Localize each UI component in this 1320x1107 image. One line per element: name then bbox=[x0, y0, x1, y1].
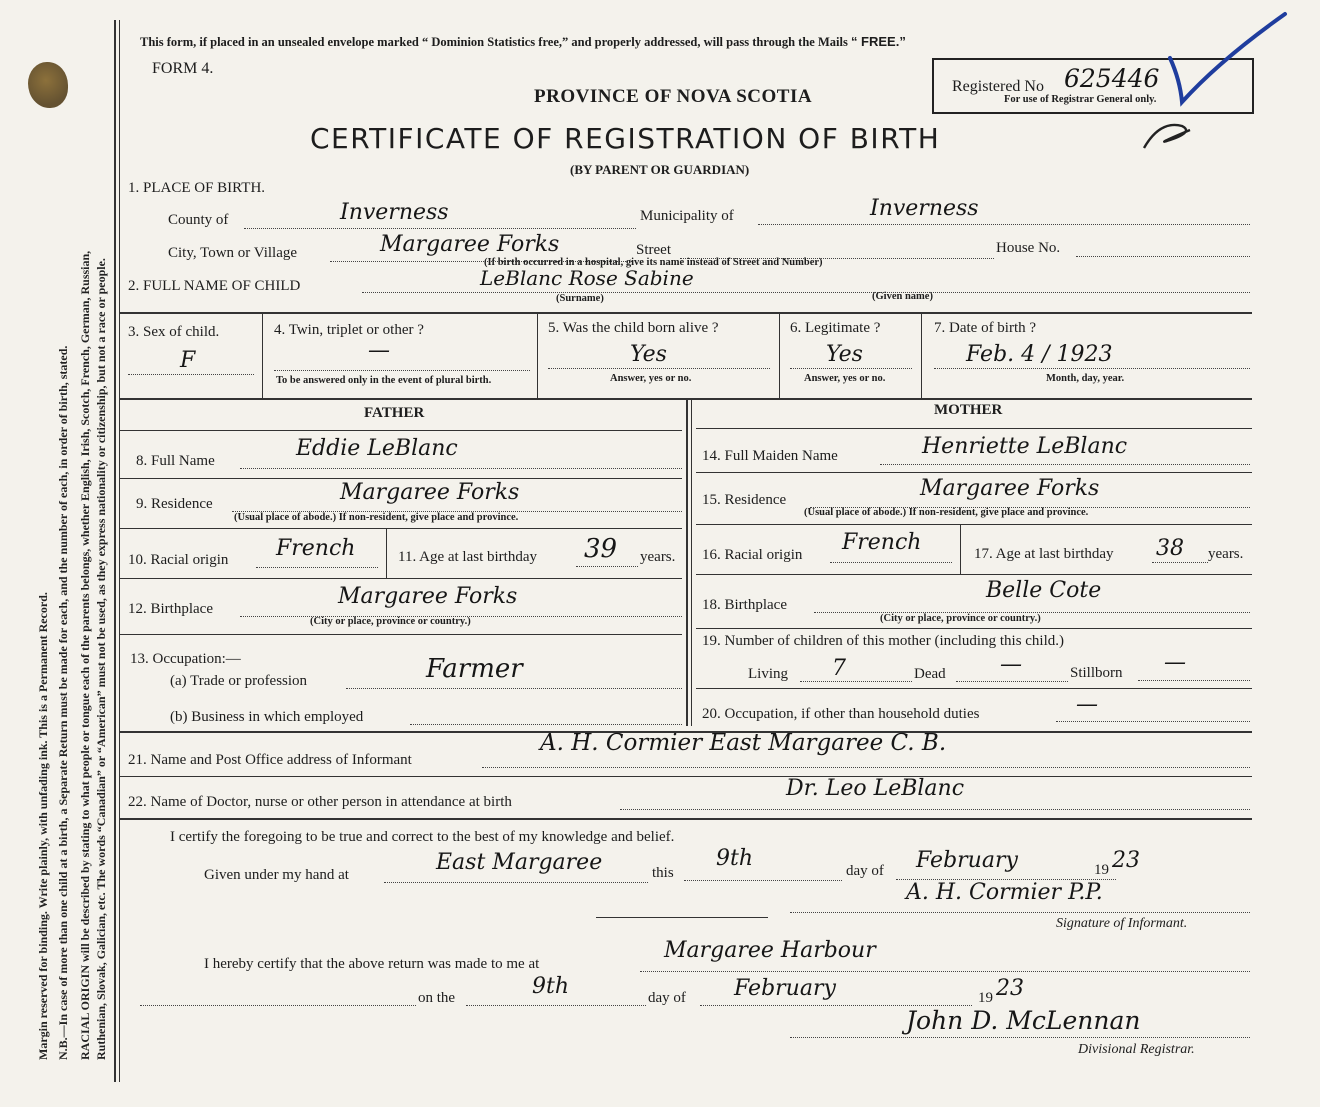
registrar-year-value: 23 bbox=[996, 976, 1024, 1001]
date-of-birth-note: Month, day, year. bbox=[1046, 373, 1125, 384]
mother-racial-label: 16. Racial origin bbox=[702, 547, 803, 563]
margin-note-3: RACIAL ORIGIN will be described by stating to what people or tongue each of the parents belongs, whether English, Irish, Scotch, French, German, Russian, bbox=[78, 250, 92, 1060]
mother-occupation-value: — bbox=[1076, 692, 1098, 717]
mother-residence-label: 15. Residence bbox=[702, 492, 787, 508]
margin-note-4: Ruthenian, Slovak, Galician, etc. The words “Canadian” or “American” must not be used, as they express nationality or citizenship, but not a race or people. bbox=[94, 258, 108, 1060]
date-of-birth-value: Feb. 4 / 1923 bbox=[966, 342, 1113, 367]
father-residence-label: 9. Residence bbox=[136, 496, 213, 512]
father-business-label: (b) Business in which employed bbox=[170, 709, 364, 725]
binding-line-1 bbox=[114, 20, 116, 1082]
child-name-value: LeBlanc Rose Sabine bbox=[480, 266, 694, 290]
street-label: Street bbox=[636, 242, 671, 258]
mother-name-label: 14. Full Maiden Name bbox=[702, 448, 838, 464]
twin-note: To be answered only in the event of plural birth. bbox=[276, 375, 492, 386]
registrar-month-value: February bbox=[734, 976, 836, 1001]
municipality-value: Inverness bbox=[870, 196, 979, 221]
dead-value: — bbox=[1000, 652, 1022, 677]
living-value: 7 bbox=[832, 656, 846, 681]
informant-value: A. H. Cormier East Margaree C. B. bbox=[540, 730, 947, 756]
mother-age-value: 38 bbox=[1156, 536, 1184, 561]
cert-day-value: 9th bbox=[716, 846, 754, 871]
father-racial-label: 10. Racial origin bbox=[128, 552, 229, 568]
mother-occupation-label: 20. Occupation, if other than household duties bbox=[702, 706, 980, 722]
mother-birthplace-note: (City or place, province or country.) bbox=[880, 613, 1041, 624]
sex-label: 3. Sex of child. bbox=[128, 324, 220, 340]
registrar-place-value: Margaree Harbour bbox=[664, 938, 876, 963]
child-name-label: 2. FULL NAME OF CHILD bbox=[128, 278, 301, 294]
father-name-label: 8. Full Name bbox=[136, 453, 215, 469]
registrar-statement: I hereby certify that the above return was made to me at bbox=[204, 956, 540, 972]
father-heading: FATHER bbox=[364, 405, 425, 421]
place-of-birth-label: 1. PLACE OF BIRTH. bbox=[128, 180, 266, 196]
mother-birthplace-value: Belle Cote bbox=[986, 578, 1102, 603]
registered-label: Registered No bbox=[952, 78, 1044, 95]
father-residence-note: (Usual place of abode.) If non-resident, give place and province. bbox=[234, 512, 519, 523]
born-alive-label: 5. Was the child born alive ? bbox=[548, 320, 719, 336]
given-under-hand-label: Given under my hand at bbox=[204, 867, 349, 883]
cert-year-value: 23 bbox=[1112, 848, 1140, 873]
legitimate-note: Answer, yes or no. bbox=[804, 373, 886, 384]
father-birthplace-note: (City or place, province or country.) bbox=[310, 616, 471, 627]
legitimate-value: Yes bbox=[826, 342, 863, 367]
mother-years-label: years. bbox=[1208, 546, 1244, 562]
hospital-note: (If birth occurred in a hospital, give its name instead of Street and Number) bbox=[484, 257, 823, 268]
registrar-day-value: 9th bbox=[532, 974, 570, 999]
on-the-label: on the bbox=[418, 990, 456, 1006]
father-name-value: Eddie LeBlanc bbox=[296, 436, 458, 461]
this-label: this bbox=[652, 865, 674, 881]
father-residence-value: Margaree Forks bbox=[340, 480, 520, 505]
mother-birthplace-label: 18. Birthplace bbox=[702, 597, 787, 613]
father-age-value: 39 bbox=[584, 534, 618, 564]
father-age-label: 11. Age at last birthday bbox=[398, 549, 537, 565]
cert-month-value: February bbox=[916, 848, 1018, 873]
given-place-value: East Margaree bbox=[436, 850, 603, 875]
father-birthplace-value: Margaree Forks bbox=[338, 584, 518, 609]
registrar-signature: John D. McLennan bbox=[906, 1006, 1141, 1035]
margin-note-2: N.B.—In case of more than one child at a birth, a Separate Return must be made for each, and the number of each, in order of birth, stated. bbox=[56, 345, 70, 1060]
registrar-caption: Divisional Registrar. bbox=[1078, 1042, 1195, 1057]
registrar-year-prefix: 19 bbox=[978, 990, 993, 1006]
mail-note: This form, if placed in an unsealed envelope marked “ Dominion Statistics free,” and properly addressed, will pass through the Mails “ FREE.” bbox=[140, 34, 906, 49]
binding-line-2 bbox=[119, 20, 120, 1082]
city-label: City, Town or Village bbox=[168, 245, 298, 261]
father-trade-value: Farmer bbox=[426, 654, 523, 684]
county-value: Inverness bbox=[340, 200, 449, 225]
twin-label: 4. Twin, triplet or other ? bbox=[274, 322, 424, 338]
certify-statement: I certify the foregoing to be true and correct to the best of my knowledge and belief. bbox=[170, 829, 675, 845]
house-number-label: House No. bbox=[996, 240, 1061, 256]
cert-day-of-label: day of bbox=[846, 863, 884, 879]
stillborn-label: Stillborn bbox=[1070, 665, 1123, 681]
legitimate-label: 6. Legitimate ? bbox=[790, 320, 881, 336]
mother-name-value: Henriette LeBlanc bbox=[922, 434, 1128, 459]
certificate-subtitle: (BY PARENT OR GUARDIAN) bbox=[570, 162, 750, 177]
living-label: Living bbox=[748, 666, 788, 682]
registered-number: 625446 bbox=[1064, 64, 1160, 93]
born-alive-value: Yes bbox=[630, 342, 667, 367]
registrar-day-of-label: day of bbox=[648, 990, 686, 1006]
father-years-label: years. bbox=[640, 549, 676, 565]
certificate-title: CERTIFICATE OF REGISTRATION OF BIRTH bbox=[310, 122, 941, 155]
dead-label: Dead bbox=[914, 666, 946, 682]
margin-note-1: Margin reserved for binding. Write plainly, with unfading ink. This is a Permanent Record. bbox=[36, 592, 50, 1060]
surname-caption: (Surname) bbox=[556, 293, 604, 304]
mother-residence-value: Margaree Forks bbox=[920, 476, 1100, 501]
municipality-label: Municipality of bbox=[640, 208, 734, 224]
informant-label: 21. Name and Post Office address of Informant bbox=[128, 752, 412, 768]
given-name-caption: (Given name) bbox=[872, 291, 933, 302]
mother-residence-note: (Usual place of abode.) If non-resident, give place and province. bbox=[804, 507, 1089, 518]
ink-stain bbox=[28, 62, 68, 108]
scribble-mark-icon bbox=[1140, 118, 1200, 158]
city-value: Margaree Forks bbox=[380, 232, 560, 257]
province-heading: PROVINCE OF NOVA SCOTIA bbox=[534, 86, 813, 107]
mother-age-label: 17. Age at last birthday bbox=[974, 546, 1114, 562]
informant-signature: A. H. Cormier P.P. bbox=[906, 880, 1103, 905]
father-birthplace-label: 12. Birthplace bbox=[128, 601, 213, 617]
form-number: FORM 4. bbox=[152, 60, 214, 77]
born-alive-note: Answer, yes or no. bbox=[610, 373, 692, 384]
children-count-label: 19. Number of children of this mother (including this child.) bbox=[702, 633, 1065, 649]
informant-signature-caption: Signature of Informant. bbox=[1056, 916, 1188, 931]
county-label: County of bbox=[168, 212, 229, 228]
doctor-label: 22. Name of Doctor, nurse or other person in attendance at birth bbox=[128, 794, 512, 810]
mother-heading: MOTHER bbox=[934, 402, 1003, 418]
cert-year-prefix: 19 bbox=[1094, 862, 1109, 878]
father-occupation-label: 13. Occupation:— bbox=[130, 651, 241, 667]
father-racial-value: French bbox=[276, 536, 356, 561]
sex-value: F bbox=[180, 348, 196, 373]
registrar-use-note: For use of Registrar General only. bbox=[1004, 94, 1157, 105]
doctor-value: Dr. Leo LeBlanc bbox=[786, 776, 965, 801]
mother-racial-value: French bbox=[842, 530, 922, 555]
father-trade-label: (a) Trade or profession bbox=[170, 673, 308, 689]
stillborn-value: — bbox=[1164, 650, 1186, 675]
date-of-birth-label: 7. Date of birth ? bbox=[934, 320, 1037, 336]
check-mark-icon bbox=[1160, 10, 1290, 110]
twin-value: — bbox=[368, 338, 390, 363]
